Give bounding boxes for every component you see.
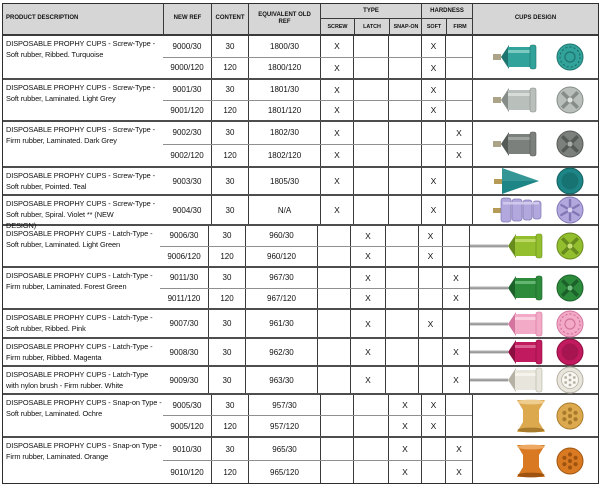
product-description-cell — [3, 80, 163, 120]
cup-top-view-icon — [555, 401, 585, 431]
group-rows — [163, 395, 472, 436]
table-row — [163, 57, 472, 79]
cup-side-view-icon — [514, 444, 548, 478]
description-line: DISPOSABLE PROPHY CUPS - Latch-Type - — [6, 229, 153, 238]
description-line: DISPOSABLE PROPHY CUPS - Screw-Type - — [6, 83, 155, 92]
table-row — [160, 268, 469, 288]
type-snap-on-cell — [388, 36, 421, 57]
hardness-soft-cell — [421, 122, 445, 144]
new-ref-cell: 9006/30 — [169, 231, 199, 241]
old-ref-cell: 1801/120 — [248, 101, 320, 121]
type-latch-cell — [353, 36, 388, 57]
cups-design-cell — [472, 168, 598, 194]
type-snap-on-cell — [388, 122, 421, 144]
hardness-firm-cell: X — [442, 339, 469, 365]
prophy-cups-table — [2, 3, 599, 484]
hardness-firm-cell — [445, 196, 472, 224]
type-snap-on-cell — [385, 226, 418, 246]
type-latch-cell — [353, 461, 388, 483]
type-screw-cell — [320, 461, 353, 483]
old-ref-cell: 961/30 — [245, 310, 317, 337]
header-new-ref: NEW REF — [163, 4, 211, 34]
cup-top-view-icon — [555, 42, 585, 72]
content-cell: 30 — [208, 310, 245, 337]
type-snap-on-cell — [388, 101, 421, 121]
type-screw-cell — [317, 367, 350, 393]
type-latch-cell: X — [350, 247, 385, 267]
type-screw-cell: X — [320, 168, 353, 194]
hardness-soft-cell: X — [421, 58, 445, 79]
product-group — [3, 166, 598, 194]
old-ref-cell: 1805/30 — [248, 168, 320, 194]
type-screw-cell — [320, 416, 353, 436]
type-screw-cell — [317, 289, 350, 309]
header-type: TYPE — [321, 4, 421, 19]
description-line: Soft rubber, Ribbed. Pink — [6, 324, 86, 333]
header-type-subrow — [321, 19, 421, 34]
type-snap-on-cell: X — [388, 461, 421, 483]
table-row — [163, 168, 472, 194]
type-latch-cell: X — [350, 289, 385, 309]
type-snap-on-cell — [385, 367, 418, 393]
type-snap-on-cell: X — [388, 395, 421, 415]
type-screw-cell — [317, 226, 350, 246]
type-screw-cell: X — [320, 36, 353, 57]
table-row — [160, 246, 469, 267]
content-cell: 30 — [211, 80, 248, 100]
product-description-cell — [3, 36, 163, 78]
description-line: Soft rubber, Laminated. Light Green — [6, 240, 121, 249]
type-screw-cell: X — [320, 101, 353, 121]
header-type-group — [320, 4, 421, 34]
description-line: Soft rubber, Pointed. Teal — [6, 182, 87, 191]
header-content: CONTENT — [211, 4, 248, 34]
type-screw-cell: X — [320, 145, 353, 167]
description-line: DISPOSABLE PROPHY CUPS - Snap-on Type - — [6, 398, 162, 407]
new-ref-cell: 9005/30 — [172, 400, 202, 410]
old-ref-cell: 957/30 — [248, 395, 320, 415]
hardness-soft-cell: X — [421, 101, 445, 121]
header-equivalent-old-ref-label: EQUIVALENT OLD REF — [258, 11, 311, 25]
header-hardness-group — [421, 4, 472, 34]
cup-side-view-icon — [470, 308, 548, 340]
type-snap-on-cell — [385, 310, 418, 337]
product-group — [3, 194, 598, 230]
new-ref-cell: 9007/30 — [169, 319, 199, 328]
type-snap-on-cell — [388, 168, 421, 194]
type-latch-cell — [353, 145, 388, 167]
content-cell: 30 — [211, 36, 248, 57]
header-soft: SOFT — [426, 23, 442, 30]
hardness-firm-cell: X — [445, 122, 472, 144]
old-ref-cell: 967/30 — [245, 268, 317, 288]
old-ref-cell: N/A — [248, 196, 320, 224]
table-row — [160, 288, 469, 309]
table-row — [163, 80, 472, 100]
hardness-firm-cell: X — [445, 145, 472, 167]
hardness-firm-cell — [442, 226, 469, 246]
new-ref-cell: 9001/120 — [170, 105, 204, 115]
cups-design-cell — [469, 339, 598, 365]
table-row — [163, 415, 472, 436]
hardness-soft-cell: X — [421, 80, 445, 100]
hardness-soft-cell — [421, 438, 445, 460]
product-description-cell — [3, 268, 160, 308]
type-latch-cell: X — [350, 268, 385, 288]
cup-top-view-icon — [555, 195, 585, 225]
hardness-soft-cell: X — [418, 226, 442, 246]
description-line: Soft rubber, Spiral. Violet ** (NEW — [6, 210, 114, 219]
hardness-firm-cell — [445, 58, 472, 79]
type-screw-cell: X — [320, 80, 353, 100]
type-latch-cell — [353, 438, 388, 460]
cup-top-view-icon — [555, 337, 585, 367]
hardness-soft-cell: X — [418, 310, 442, 337]
content-cell: 120 — [211, 58, 248, 79]
product-description-cell — [3, 196, 163, 230]
description-line: DISPOSABLE PROPHY CUPS - Screw-Type - — [6, 171, 155, 180]
product-description-cell — [3, 339, 160, 365]
content-cell: 30 — [211, 395, 248, 415]
new-ref-cell: 9002/120 — [170, 150, 204, 160]
group-rows — [163, 168, 472, 194]
type-latch-cell — [353, 416, 388, 436]
old-ref-cell: 965/120 — [248, 461, 320, 483]
content-cell: 120 — [211, 101, 248, 121]
table-row — [160, 310, 469, 337]
content-cell: 120 — [211, 416, 248, 436]
hardness-firm-cell: X — [445, 438, 472, 460]
table-row — [163, 100, 472, 121]
product-group — [3, 337, 598, 365]
hardness-firm-cell — [445, 395, 472, 415]
new-ref-cell: 9000/120 — [170, 63, 204, 73]
product-group — [3, 78, 598, 120]
hardness-soft-cell — [421, 461, 445, 483]
content-cell: 30 — [208, 268, 245, 288]
new-ref-cell: 9010/120 — [170, 467, 204, 477]
cup-side-view-icon — [470, 364, 548, 396]
hardness-soft-cell — [418, 268, 442, 288]
type-latch-cell: X — [350, 226, 385, 246]
hardness-soft-cell — [418, 339, 442, 365]
product-description-cell — [3, 395, 163, 436]
type-snap-on-cell — [388, 80, 421, 100]
cups-design-cell — [472, 36, 598, 78]
table-row — [160, 226, 469, 246]
new-ref-cell: 9000/30 — [172, 41, 202, 51]
new-ref-cell: 9005/120 — [170, 421, 204, 431]
product-group — [3, 36, 598, 78]
header-product-description: PRODUCT DESCRIPTION — [6, 15, 79, 22]
new-ref-cell: 9011/30 — [169, 273, 199, 283]
old-ref-cell: 1801/30 — [248, 80, 320, 100]
group-rows — [163, 196, 472, 224]
type-latch-cell — [353, 168, 388, 194]
product-group — [3, 266, 598, 308]
content-cell: 30 — [211, 122, 248, 144]
cup-side-view-icon — [492, 84, 548, 116]
type-latch-cell — [353, 395, 388, 415]
type-screw-cell — [317, 339, 350, 365]
description-line: Soft rubber, Ribbed. Turquoise — [6, 50, 104, 59]
description-line: Soft rubber, Laminated. Ochre — [6, 409, 103, 418]
hardness-firm-cell — [445, 101, 472, 121]
hardness-firm-cell: X — [442, 268, 469, 288]
table-row — [163, 196, 472, 224]
description-line: DISPOSABLE PROPHY CUPS - Snap-on Type - — [6, 441, 162, 450]
cup-side-view-icon — [492, 41, 548, 73]
type-screw-cell — [320, 438, 353, 460]
type-snap-on-cell: X — [388, 438, 421, 460]
group-rows — [163, 122, 472, 166]
hardness-firm-cell: X — [442, 289, 469, 309]
type-snap-on-cell — [388, 58, 421, 79]
old-ref-cell: 1800/120 — [248, 58, 320, 79]
type-snap-on-cell — [385, 339, 418, 365]
description-line: DISPOSABLE PROPHY CUPS - Latch-Type - — [6, 342, 153, 351]
cup-side-view-icon — [514, 399, 548, 433]
product-group — [3, 393, 598, 436]
old-ref-cell: 962/30 — [245, 339, 317, 365]
table-row — [163, 395, 472, 415]
type-screw-cell — [320, 395, 353, 415]
hardness-firm-cell: X — [445, 461, 472, 483]
cup-side-view-icon — [492, 165, 548, 197]
description-line: DISPOSABLE PROPHY CUPS - Screw-Type - — [6, 39, 155, 48]
cups-design-cell — [472, 80, 598, 120]
product-group — [3, 224, 598, 266]
type-snap-on-cell — [385, 289, 418, 309]
hardness-soft-cell — [418, 367, 442, 393]
hardness-firm-cell: X — [442, 367, 469, 393]
type-latch-cell — [353, 122, 388, 144]
header-firm: FIRM — [446, 19, 473, 34]
hardness-firm-cell — [442, 310, 469, 337]
cup-side-view-icon — [492, 128, 548, 160]
type-latch-cell: X — [350, 367, 385, 393]
cups-design-cell — [472, 122, 598, 166]
cups-design-cell — [472, 438, 598, 483]
type-latch-cell: X — [350, 339, 385, 365]
header-cups-design: CUPS DESIGN — [472, 4, 598, 34]
product-group — [3, 436, 598, 483]
header-latch: LATCH — [354, 19, 389, 34]
product-group — [3, 308, 598, 337]
cups-design-cell — [469, 367, 598, 393]
old-ref-cell: 963/30 — [245, 367, 317, 393]
new-ref-cell: 9003/30 — [172, 176, 202, 186]
cup-top-view-icon — [555, 446, 585, 476]
old-ref-cell: 960/120 — [245, 247, 317, 267]
cup-top-view-icon — [555, 273, 585, 303]
old-ref-cell: 1802/30 — [248, 122, 320, 144]
type-latch-cell — [353, 196, 388, 224]
table-row — [163, 460, 472, 483]
type-screw-cell: X — [320, 122, 353, 144]
hardness-firm-cell — [445, 168, 472, 194]
hardness-firm-cell — [442, 247, 469, 267]
type-latch-cell — [353, 101, 388, 121]
description-line: DISPOSABLE PROPHY CUPS - Screw-Type - — [6, 125, 155, 134]
type-snap-on-cell — [385, 247, 418, 267]
hardness-firm-cell — [445, 36, 472, 57]
content-cell: 30 — [208, 367, 245, 393]
table-row — [160, 339, 469, 365]
hardness-firm-cell — [445, 416, 472, 436]
old-ref-cell: 957/120 — [248, 416, 320, 436]
type-snap-on-cell — [388, 145, 421, 167]
hardness-soft-cell: X — [421, 395, 445, 415]
type-latch-cell — [353, 58, 388, 79]
cup-side-view-icon — [492, 194, 548, 226]
description-line: DISPOSABLE PROPHY CUPS - Latch-Type - — [6, 313, 153, 322]
old-ref-cell: 965/30 — [248, 438, 320, 460]
header-equivalent-old-ref — [248, 4, 320, 34]
content-cell: 30 — [208, 339, 245, 365]
table-body — [3, 36, 598, 483]
table-row — [163, 144, 472, 167]
description-line: DISPOSABLE PROPHY CUPS - Latch-Type - — [6, 271, 153, 280]
hardness-soft-cell: X — [418, 247, 442, 267]
hardness-soft-cell: X — [421, 168, 445, 194]
new-ref-cell: 9006/120 — [167, 251, 201, 261]
hardness-soft-cell — [418, 289, 442, 309]
table-row — [163, 122, 472, 144]
hardness-soft-cell: X — [421, 416, 445, 436]
content-cell: 30 — [208, 226, 245, 246]
content-cell: 120 — [211, 145, 248, 167]
content-cell: 120 — [208, 247, 245, 267]
hardness-soft-cell: X — [421, 196, 445, 224]
group-rows — [160, 339, 469, 365]
type-snap-on-cell: X — [388, 416, 421, 436]
description-line: Firm rubber, Laminated. Forest Green — [6, 282, 127, 291]
cup-top-view-icon — [555, 85, 585, 115]
product-group — [3, 120, 598, 166]
type-screw-cell — [317, 310, 350, 337]
cups-design-cell — [469, 226, 598, 266]
product-description-cell — [3, 438, 163, 483]
type-screw-cell: X — [320, 58, 353, 79]
type-latch-cell — [353, 80, 388, 100]
product-group — [3, 365, 598, 393]
new-ref-cell: 9009/30 — [169, 375, 199, 385]
cup-top-view-icon — [555, 231, 585, 261]
new-ref-cell: 9010/30 — [172, 444, 202, 454]
group-rows — [160, 226, 469, 266]
new-ref-cell: 9008/30 — [169, 347, 199, 357]
table-row — [163, 36, 472, 57]
new-ref-cell: 9002/30 — [172, 128, 202, 138]
description-line: DISPOSABLE PROPHY CUPS - Latch-Type — [6, 370, 149, 379]
table-row — [163, 438, 472, 460]
new-ref-cell: 9011/120 — [167, 293, 201, 303]
hardness-soft-cell — [421, 145, 445, 167]
cup-side-view-icon — [470, 272, 548, 304]
content-cell: 120 — [208, 289, 245, 309]
type-screw-cell: X — [320, 196, 353, 224]
content-cell: 30 — [211, 196, 248, 224]
group-rows — [160, 268, 469, 308]
hardness-soft-cell: X — [421, 36, 445, 57]
group-rows — [163, 36, 472, 78]
cups-design-cell — [472, 196, 598, 224]
type-screw-cell — [317, 268, 350, 288]
product-description-cell — [3, 367, 160, 393]
content-cell: 30 — [211, 168, 248, 194]
old-ref-cell: 1800/30 — [248, 36, 320, 57]
product-description-cell — [3, 168, 163, 194]
description-line: Firm rubber, Ribbed. Magenta — [6, 353, 102, 362]
product-description-cell — [3, 310, 160, 337]
product-description-cell — [3, 226, 160, 266]
content-cell: 120 — [211, 461, 248, 483]
group-rows — [160, 310, 469, 337]
group-rows — [160, 367, 469, 393]
table-header — [3, 4, 598, 36]
new-ref-cell: 9004/30 — [172, 205, 202, 215]
old-ref-cell: 1802/120 — [248, 145, 320, 167]
type-snap-on-cell — [388, 196, 421, 224]
cups-design-cell — [469, 268, 598, 308]
old-ref-cell: 960/30 — [245, 226, 317, 246]
type-snap-on-cell — [385, 268, 418, 288]
old-ref-cell: 967/120 — [245, 289, 317, 309]
cup-side-view-icon — [470, 230, 548, 262]
cup-top-view-icon — [555, 166, 585, 196]
description-line: DISPOSABLE PROPHY CUPS - Screw-Type - — [6, 199, 155, 208]
description-line: DESIGN) — [6, 221, 37, 230]
header-snap-on: SNAP-ON — [389, 19, 422, 34]
cup-top-view-icon — [555, 129, 585, 159]
header-screw: SCREW — [327, 23, 348, 30]
hardness-firm-cell — [445, 80, 472, 100]
group-rows — [163, 80, 472, 120]
cup-top-view-icon — [555, 309, 585, 339]
type-screw-cell — [317, 247, 350, 267]
description-line: Firm rubber, Laminated. Orange — [6, 452, 109, 461]
cups-design-cell — [472, 395, 598, 436]
group-rows — [163, 438, 472, 483]
type-latch-cell: X — [350, 310, 385, 337]
cups-design-cell — [469, 310, 598, 337]
content-cell: 30 — [211, 438, 248, 460]
description-line: with nylon brush - Firm rubber. White — [6, 381, 124, 390]
new-ref-cell: 9001/30 — [172, 85, 202, 95]
product-description-cell — [3, 122, 163, 166]
cup-top-view-icon — [555, 365, 585, 395]
description-line: Firm rubber, Laminated. Dark Grey — [6, 136, 117, 145]
table-row — [160, 367, 469, 393]
header-hardness: HARDNESS — [422, 4, 472, 19]
description-line: Soft rubber, Laminated. Light Grey — [6, 94, 116, 103]
header-hardness-subrow — [422, 19, 472, 34]
